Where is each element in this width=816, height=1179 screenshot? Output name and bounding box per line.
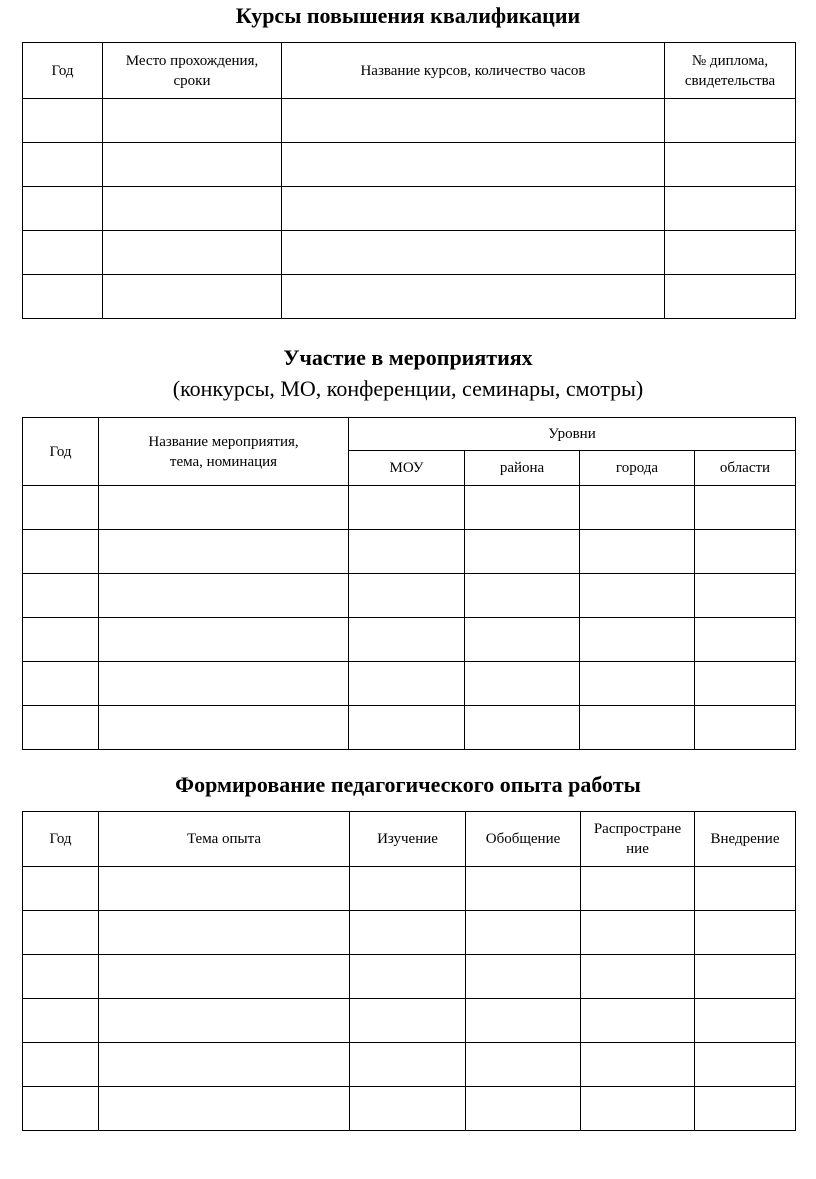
- table-cell[interactable]: [350, 1043, 466, 1087]
- table-cell[interactable]: [282, 99, 665, 143]
- table-row: [23, 1043, 796, 1087]
- table-cell[interactable]: [99, 1043, 350, 1087]
- table-cell[interactable]: [349, 574, 465, 618]
- table-cell[interactable]: [23, 143, 103, 187]
- table-row: [23, 530, 796, 574]
- events-year-header: Год: [23, 418, 99, 486]
- table-cell[interactable]: [665, 275, 796, 319]
- table-cell[interactable]: [581, 911, 695, 955]
- table-cell[interactable]: [99, 662, 349, 706]
- table-row: [23, 574, 796, 618]
- table-cell[interactable]: [350, 911, 466, 955]
- table-cell[interactable]: [23, 99, 103, 143]
- table-cell[interactable]: [103, 187, 282, 231]
- table-cell[interactable]: [695, 867, 796, 911]
- table-row: [23, 706, 796, 750]
- events-name-header: Название мероприятия, тема, номинация: [99, 418, 349, 486]
- table-cell[interactable]: [695, 662, 796, 706]
- table-cell[interactable]: [23, 911, 99, 955]
- experience-title: Формирование педагогического опыта работы: [175, 772, 641, 797]
- table-cell[interactable]: [581, 955, 695, 999]
- table-cell[interactable]: [581, 1043, 695, 1087]
- events-table: [22, 417, 796, 750]
- table-cell[interactable]: [99, 530, 349, 574]
- experience-dissemination-header: Распростране ние: [581, 812, 695, 867]
- table-cell[interactable]: [282, 187, 665, 231]
- table-cell[interactable]: [23, 867, 99, 911]
- table-cell[interactable]: [349, 662, 465, 706]
- table-cell[interactable]: [99, 618, 349, 662]
- table-cell[interactable]: [23, 486, 99, 530]
- table-cell[interactable]: [23, 955, 99, 999]
- table-cell[interactable]: [695, 1087, 796, 1131]
- table-cell[interactable]: [350, 1087, 466, 1131]
- table-row: [23, 618, 796, 662]
- table-cell[interactable]: [665, 187, 796, 231]
- table-cell[interactable]: [99, 911, 350, 955]
- table-cell[interactable]: [23, 1087, 99, 1131]
- table-cell[interactable]: [581, 867, 695, 911]
- table-cell[interactable]: [349, 530, 465, 574]
- table-cell[interactable]: [580, 706, 695, 750]
- courses-diploma-header: № диплома, свидетельства: [665, 43, 796, 99]
- table-row: [23, 1087, 796, 1131]
- experience-implementation-header: Внедрение: [695, 812, 796, 867]
- table-cell[interactable]: [465, 618, 580, 662]
- table-cell[interactable]: [695, 999, 796, 1043]
- table-cell[interactable]: [23, 618, 99, 662]
- table-row: [23, 187, 796, 231]
- table-cell[interactable]: [580, 530, 695, 574]
- experience-year-header: Год: [23, 812, 99, 867]
- table-row: [23, 955, 796, 999]
- experience-topic-header: Тема опыта: [99, 812, 350, 867]
- events-region-header: области: [695, 451, 796, 486]
- table-cell[interactable]: [580, 486, 695, 530]
- table-row: [23, 867, 796, 911]
- table-cell[interactable]: [23, 275, 103, 319]
- table-row: [23, 275, 796, 319]
- table-cell[interactable]: [23, 187, 103, 231]
- table-cell[interactable]: [99, 999, 350, 1043]
- table-cell[interactable]: [665, 143, 796, 187]
- courses-table: [22, 42, 796, 319]
- table-cell[interactable]: [23, 662, 99, 706]
- table-cell[interactable]: [695, 955, 796, 999]
- table-cell[interactable]: [99, 955, 350, 999]
- table-cell[interactable]: [23, 999, 99, 1043]
- table-cell[interactable]: [695, 486, 796, 530]
- table-cell[interactable]: [665, 231, 796, 275]
- table-cell[interactable]: [99, 867, 350, 911]
- table-cell[interactable]: [99, 706, 349, 750]
- table-cell[interactable]: [580, 662, 695, 706]
- table-cell[interactable]: [466, 999, 581, 1043]
- table-cell[interactable]: [465, 486, 580, 530]
- table-cell[interactable]: [581, 999, 695, 1043]
- courses-header-row: [23, 43, 796, 99]
- table-cell[interactable]: [282, 231, 665, 275]
- table-cell[interactable]: [465, 662, 580, 706]
- courses-year-header: Год: [23, 43, 103, 99]
- table-row: [23, 911, 796, 955]
- events-district-header: района: [465, 451, 580, 486]
- table-cell[interactable]: [695, 911, 796, 955]
- table-cell[interactable]: [282, 143, 665, 187]
- table-row: [23, 143, 796, 187]
- experience-table: [22, 811, 796, 1131]
- table-cell[interactable]: [103, 143, 282, 187]
- table-cell[interactable]: [350, 999, 466, 1043]
- table-cell[interactable]: [465, 706, 580, 750]
- table-cell[interactable]: [466, 911, 581, 955]
- table-cell[interactable]: [466, 1043, 581, 1087]
- table-cell[interactable]: [350, 867, 466, 911]
- table-cell[interactable]: [580, 618, 695, 662]
- table-cell[interactable]: [695, 574, 796, 618]
- table-cell[interactable]: [465, 530, 580, 574]
- events-header-row: [23, 418, 796, 451]
- table-cell[interactable]: [103, 231, 282, 275]
- table-row: [23, 662, 796, 706]
- table-cell[interactable]: [99, 1087, 350, 1131]
- table-cell[interactable]: [349, 486, 465, 530]
- table-cell[interactable]: [23, 574, 99, 618]
- table-cell[interactable]: [99, 574, 349, 618]
- table-cell[interactable]: [695, 530, 796, 574]
- table-cell[interactable]: [465, 574, 580, 618]
- experience-header-row: [23, 812, 796, 867]
- table-cell[interactable]: [23, 1043, 99, 1087]
- table-cell[interactable]: [580, 574, 695, 618]
- table-cell[interactable]: [466, 867, 581, 911]
- courses-title: Курсы повышения квалификации: [235, 3, 581, 28]
- table-cell[interactable]: [466, 1087, 581, 1131]
- courses-place-header: Место прохождения, сроки: [103, 43, 282, 99]
- courses-name-header: Название курсов, количество часов: [282, 43, 665, 99]
- table-row: [23, 99, 796, 143]
- table-cell[interactable]: [282, 275, 665, 319]
- table-row: [23, 999, 796, 1043]
- experience-generalization-header: Обобщение: [466, 812, 581, 867]
- table-cell[interactable]: [23, 530, 99, 574]
- table-row: [23, 486, 796, 530]
- table-cell[interactable]: [23, 706, 99, 750]
- events-mou-header: МОУ: [349, 451, 465, 486]
- table-cell[interactable]: [23, 231, 103, 275]
- table-cell[interactable]: [695, 618, 796, 662]
- events-subtitle: (конкурсы, МО, конференции, семинары, смотры): [172, 376, 644, 401]
- events-city-header: города: [580, 451, 695, 486]
- table-row: [23, 231, 796, 275]
- table-cell[interactable]: [350, 955, 466, 999]
- table-cell[interactable]: [466, 955, 581, 999]
- table-cell[interactable]: [103, 99, 282, 143]
- table-cell[interactable]: [103, 275, 282, 319]
- table-cell[interactable]: [665, 99, 796, 143]
- table-cell[interactable]: [581, 1087, 695, 1131]
- table-cell[interactable]: [349, 706, 465, 750]
- table-cell[interactable]: [695, 706, 796, 750]
- events-levels-header: Уровни: [349, 418, 796, 451]
- table-cell[interactable]: [99, 486, 349, 530]
- table-cell[interactable]: [349, 618, 465, 662]
- table-cell[interactable]: [695, 1043, 796, 1087]
- events-title: Участие в мероприятиях: [283, 345, 533, 370]
- experience-study-header: Изучение: [350, 812, 466, 867]
